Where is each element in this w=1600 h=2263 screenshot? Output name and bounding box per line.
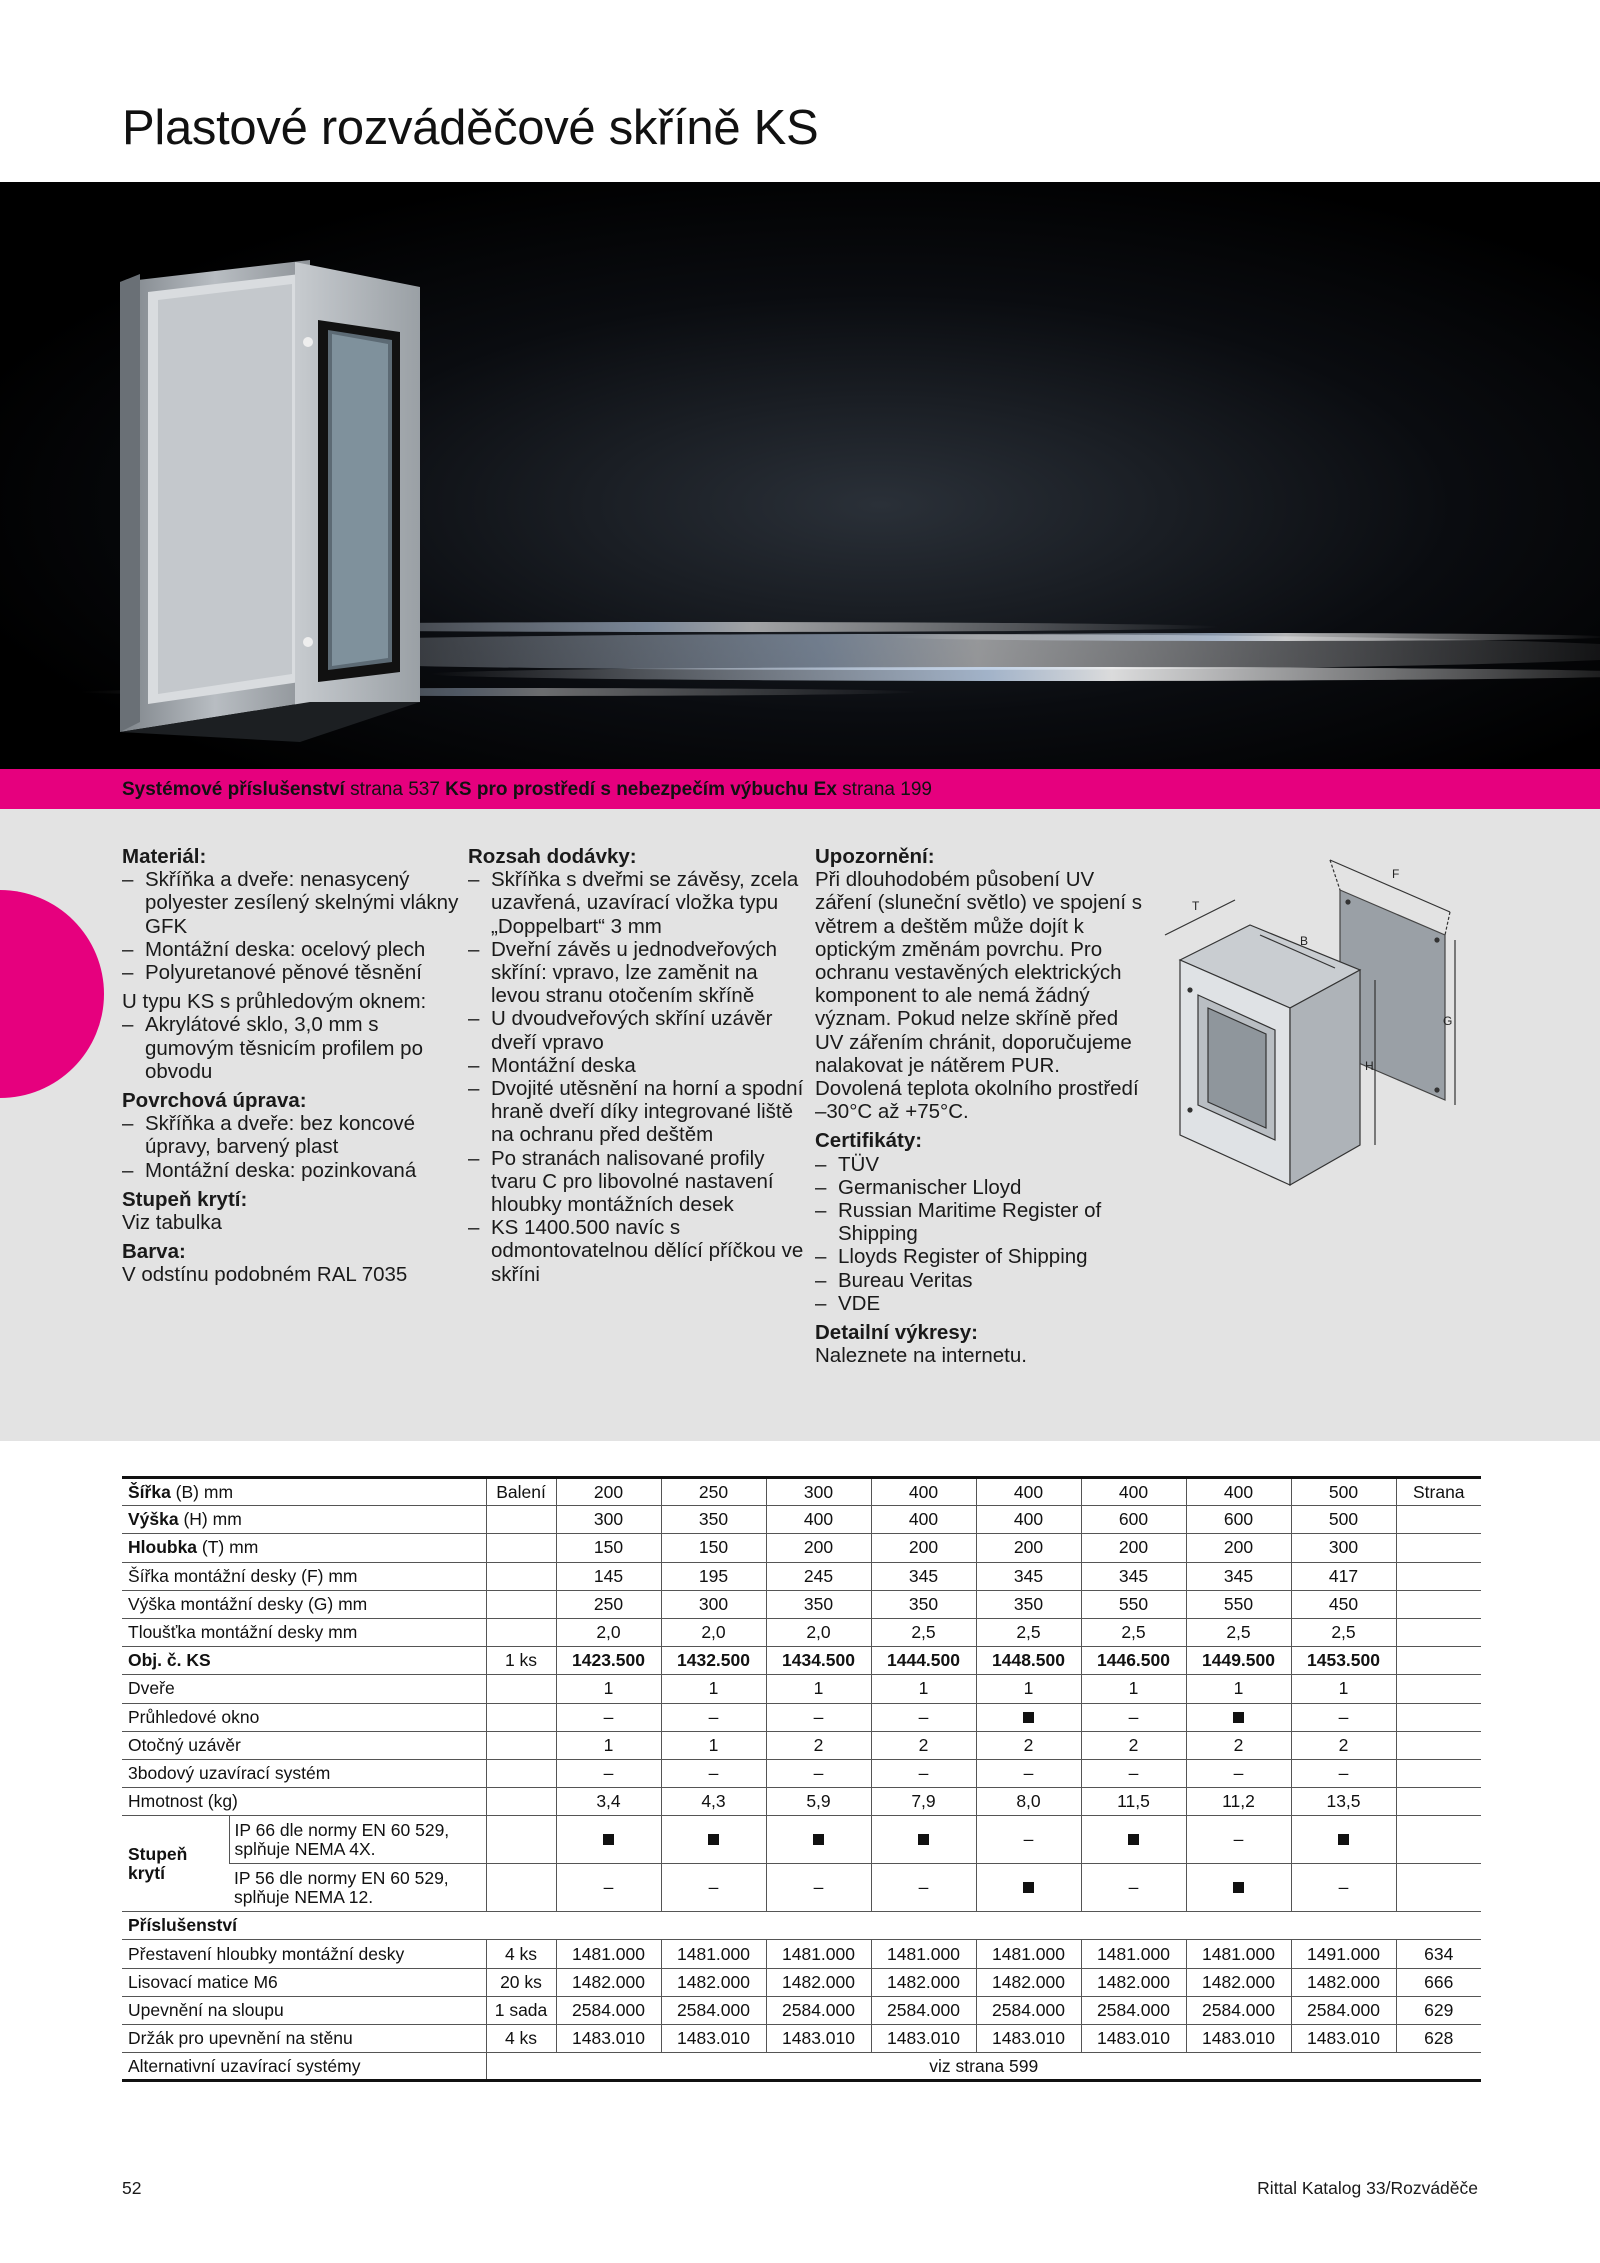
table-cell: 1481.000 (871, 1940, 976, 1968)
row-label: Hmotnost (kg) (122, 1788, 486, 1816)
scope-column (468, 845, 808, 1286)
table-cell: 1 (871, 1675, 976, 1703)
page-cell (1396, 1618, 1481, 1646)
table-cell: – (766, 1703, 871, 1731)
table-cell (1186, 1703, 1291, 1731)
list-item: – Polyuretanové pěnové těsnění (122, 961, 462, 984)
row-label (122, 1506, 486, 1534)
packaging-cell: 1 sada (486, 1996, 556, 2024)
table-cell: 1483.010 (661, 2025, 766, 2053)
table-cell: 200 (871, 1534, 976, 1562)
table-cell: 1483.010 (1186, 2025, 1291, 2053)
table-cell: 1423.500 (556, 1647, 661, 1675)
packaging-cell (486, 1703, 556, 1731)
table-cell: – (1081, 1759, 1186, 1787)
table-cell: – (556, 1703, 661, 1731)
packaging-cell (486, 1864, 556, 1912)
table-cell: 1483.010 (766, 2025, 871, 2053)
table-row (122, 1675, 1481, 1703)
window-type-text: U typu KS s průhledovým oknem: (122, 990, 427, 1014)
table-cell: 1449.500 (1186, 1647, 1291, 1675)
table-cell: 2 (871, 1731, 976, 1759)
table-cell: 400 (1186, 1478, 1291, 1506)
table-cell: 13,5 (1291, 1788, 1396, 1816)
page-header: Strana (1396, 1478, 1481, 1506)
table-row (122, 1647, 1481, 1675)
table-cell: 1444.500 (871, 1647, 976, 1675)
filled-square-icon (1338, 1834, 1349, 1845)
table-cell: 600 (1081, 1506, 1186, 1534)
page-cell (1396, 1562, 1481, 1590)
table-cell: 5,9 (766, 1788, 871, 1816)
page-cell (1396, 1731, 1481, 1759)
list-item: – Germanischer Lloyd (815, 1176, 1145, 1199)
table-cell: 2,5 (1186, 1618, 1291, 1646)
table-cell: – (766, 1759, 871, 1787)
filled-square-icon (813, 1834, 824, 1845)
filled-square-icon (918, 1834, 929, 1845)
table-cell: – (871, 1703, 976, 1731)
surface-list (122, 1112, 462, 1182)
row-label-unit: (B) mm (170, 1481, 234, 1502)
table-cell: 1481.000 (1186, 1940, 1291, 1968)
page-cell (1396, 1506, 1481, 1534)
table-cell: 2584.000 (766, 1996, 871, 2024)
table-cell: 300 (556, 1506, 661, 1534)
table-cell: 1482.000 (556, 1968, 661, 1996)
table-cell: 1482.000 (661, 1968, 766, 1996)
dim-label-f: F (1392, 867, 1400, 881)
row-label (122, 1534, 486, 1562)
table-row (122, 1864, 1481, 1912)
row-label: Alternativní uzavírací systémy (122, 2053, 486, 2081)
table-cell: 1482.000 (871, 1968, 976, 1996)
table-cell: 350 (871, 1590, 976, 1618)
packaging-cell (486, 1562, 556, 1590)
table-row (122, 2025, 1481, 2053)
table-cell: 550 (1081, 1590, 1186, 1618)
list-item: – Lloyds Register of Shipping (815, 1245, 1145, 1268)
packaging-cell (486, 1788, 556, 1816)
row-label-bold: Hloubka (128, 1537, 198, 1558)
table-cell: 345 (1186, 1562, 1291, 1590)
packaging-cell: 1 ks (486, 1647, 556, 1675)
page-cell (1396, 1759, 1481, 1787)
table-cell: 2,5 (1081, 1618, 1186, 1646)
table-cell: 1483.010 (1291, 2025, 1396, 2053)
table-cell: 2 (1186, 1731, 1291, 1759)
table-cell: 300 (766, 1478, 871, 1506)
row-label: Průhledové okno (122, 1703, 486, 1731)
table-cell: 350 (766, 1590, 871, 1618)
list-item: – U dvoudveřových skříní uzávěr dveří vpravo (468, 1007, 808, 1053)
table-cell: – (661, 1703, 766, 1731)
protection-heading: Stupeň krytí: (122, 1187, 248, 1211)
row-label-bold: Obj. č. KS (128, 1650, 211, 1671)
table-cell: 2,0 (661, 1618, 766, 1646)
page-cell: 628 (1396, 2025, 1481, 2053)
table-cell: 1 (1081, 1675, 1186, 1703)
table-cell: 1481.000 (766, 1940, 871, 1968)
dimension-diagram (1160, 840, 1460, 1200)
table-cell: 3,4 (556, 1788, 661, 1816)
row-label: Přestavení hloubky montážní desky (122, 1940, 486, 1968)
table-cell: – (871, 1759, 976, 1787)
table-cell: 7,9 (871, 1788, 976, 1816)
spec-table (122, 1476, 1481, 2082)
bar-system-accessories[interactable]: Systémové příslušenství (122, 779, 345, 800)
filled-square-icon (1128, 1834, 1139, 1845)
list-item: – VDE (815, 1292, 1145, 1315)
note-text: Při dlouhodobém působení UV záření (sluneční světlo) ve spojení s větrem a deštěm může dojít k optickým změnám povrchu. Pro ochranu vestavěných elektrických komponent to ale nemá žádný význam. Pokud nelze skříně před UV zářením chránit, doporučujeme nalakovat je nátěrem PUR. (815, 868, 1143, 1077)
table-cell: 400 (976, 1506, 1081, 1534)
page-number: 52 (122, 2178, 142, 2198)
temperature-text: Dovolená teplota okolního prostředí –30°C až +75°C. (815, 1077, 1139, 1124)
page-cell: 634 (1396, 1940, 1481, 1968)
table-cell: 2584.000 (871, 1996, 976, 2024)
protection-text: Viz tabulka (122, 1211, 222, 1235)
table-cell: 1481.000 (556, 1940, 661, 1968)
table-cell: 200 (976, 1534, 1081, 1562)
accessory-bar (0, 769, 1600, 809)
scope-heading: Rozsah dodávky: (468, 845, 637, 868)
table-cell: 345 (976, 1562, 1081, 1590)
table-cell: 1 (1291, 1675, 1396, 1703)
scope-list (468, 868, 808, 1286)
page-cell (1396, 1864, 1481, 1912)
table-row (122, 1788, 1481, 1816)
page-title: Plastové rozváděčové skříně KS (122, 101, 819, 155)
list-item: – Akrylátové sklo, 3,0 mm s gumovým těsnicím profilem po obvodu (122, 1013, 462, 1083)
table-cell (976, 1864, 1081, 1912)
packaging-header: Balení (486, 1478, 556, 1506)
table-cell: 200 (556, 1478, 661, 1506)
dim-label-h: H (1365, 1059, 1374, 1073)
table-row (122, 1816, 1481, 1864)
list-item: – Russian Maritime Register of Shipping (815, 1199, 1145, 1245)
packaging-cell (486, 1590, 556, 1618)
table-row (122, 1562, 1481, 1590)
table-cell (1291, 1816, 1396, 1864)
table-row (122, 1478, 1481, 1506)
table-cell: 2,0 (766, 1618, 871, 1646)
table-cell (976, 1703, 1081, 1731)
filled-square-icon (1233, 1712, 1244, 1723)
table-cell: 200 (1186, 1534, 1291, 1562)
table-cell: – (976, 1816, 1081, 1864)
table-cell: 345 (871, 1562, 976, 1590)
table-row (122, 1731, 1481, 1759)
table-cell: 350 (661, 1506, 766, 1534)
table-cell: 300 (661, 1590, 766, 1618)
row-label (122, 1478, 486, 1506)
table-cell: 8,0 (976, 1788, 1081, 1816)
list-item: – Skříňka s dveřmi se závěsy, zcela uzavřená, uzavírací vložka typu „Doppelbart“ 3 mm (468, 868, 808, 938)
packaging-cell (486, 1816, 556, 1864)
table-cell: 400 (871, 1478, 976, 1506)
row-label: Upevnění na sloupu (122, 1996, 486, 2024)
table-row (122, 1912, 1481, 1940)
table-cell: 1491.000 (1291, 1940, 1396, 1968)
page-cell (1396, 1647, 1481, 1675)
table-cell: 150 (556, 1534, 661, 1562)
packaging-cell (486, 1534, 556, 1562)
row-label-bold: Výška (128, 1509, 179, 1530)
row-label-unit: (T) mm (197, 1537, 259, 1558)
table-cell: 200 (1081, 1534, 1186, 1562)
table-cell: 1 (556, 1675, 661, 1703)
table-cell: 1483.010 (976, 2025, 1081, 2053)
row-label-unit: (H) mm (178, 1509, 242, 1530)
table-cell: 500 (1291, 1478, 1396, 1506)
color-heading: Barva: (122, 1240, 186, 1264)
row-label: Tloušťka montážní desky mm (122, 1618, 486, 1646)
page-cell (1396, 1675, 1481, 1703)
protection-class: IP 56 dle normy EN 60 529, splňuje NEMA 12. (229, 1864, 486, 1912)
table-cell: 2 (1081, 1731, 1186, 1759)
list-item: – Dvojité utěsnění na horní a spodní hraně dveří díky integrované liště na ochranu před deštěm (468, 1077, 808, 1147)
table-cell: 350 (976, 1590, 1081, 1618)
list-item: – Montážní deska: pozinkovaná (122, 1159, 462, 1182)
table-cell: 11,5 (1081, 1788, 1186, 1816)
table-cell: – (556, 1759, 661, 1787)
packaging-cell (486, 1731, 556, 1759)
table-row (122, 1590, 1481, 1618)
catalog-footer: Rittal Katalog 33/Rozváděče (1257, 2178, 1478, 2198)
table-cell: – (1291, 1759, 1396, 1787)
table-cell: 400 (871, 1506, 976, 1534)
page-cell: 629 (1396, 1996, 1481, 2024)
packaging-cell (486, 1675, 556, 1703)
table-cell: 2 (766, 1731, 871, 1759)
table-cell: 1483.010 (556, 2025, 661, 2053)
table-cell: 2 (1291, 1731, 1396, 1759)
table-cell: – (661, 1759, 766, 1787)
table-cell: 400 (1081, 1478, 1186, 1506)
table-cell: – (661, 1864, 766, 1912)
table-cell (661, 1816, 766, 1864)
packaging-cell: 4 ks (486, 1940, 556, 1968)
table-cell: – (1186, 1816, 1291, 1864)
dim-label-b: B (1300, 934, 1309, 948)
row-label: Lisovací matice M6 (122, 1968, 486, 1996)
table-cell: 2,5 (1291, 1618, 1396, 1646)
table-row (122, 1703, 1481, 1731)
row-label: Otočný uzávěr (122, 1731, 486, 1759)
table-cell: 1446.500 (1081, 1647, 1186, 1675)
table-cell: 1482.000 (976, 1968, 1081, 1996)
page-cell: 666 (1396, 1968, 1481, 1996)
table-cell: 2584.000 (976, 1996, 1081, 2024)
packaging-cell (486, 1506, 556, 1534)
drawings-heading: Detailní výkresy: (815, 1321, 978, 1345)
table-cell: 11,2 (1186, 1788, 1291, 1816)
protection-label: Stupeň krytí (122, 1816, 229, 1912)
table-cell: 1482.000 (766, 1968, 871, 1996)
table-cell: 1 (766, 1675, 871, 1703)
bar-ex-enclosures[interactable]: KS pro prostředí s nebezpečím výbuchu Ex (445, 779, 837, 800)
row-label: Dveře (122, 1675, 486, 1703)
bar-system-page: strana 537 (344, 779, 446, 800)
table-cell: – (1081, 1864, 1186, 1912)
drawings-text[interactable]: Naleznete na internetu. (815, 1344, 1027, 1368)
row-label: Držák pro upevnění na stěnu (122, 2025, 486, 2053)
table-cell: 1483.010 (871, 2025, 976, 2053)
table-cell: 1 (661, 1731, 766, 1759)
table-cell: – (1291, 1864, 1396, 1912)
filled-square-icon (1023, 1882, 1034, 1893)
table-cell: 2584.000 (1081, 1996, 1186, 2024)
table-cell: 1481.000 (1081, 1940, 1186, 1968)
row-label: 3bodový uzavírací systém (122, 1759, 486, 1787)
table-cell: 2584.000 (556, 1996, 661, 2024)
dim-label-t: T (1192, 899, 1200, 913)
table-cell: 450 (1291, 1590, 1396, 1618)
table-row (122, 1940, 1481, 1968)
dim-label-g: G (1443, 1014, 1453, 1028)
enclosure-image (0, 182, 1600, 769)
notes-column (815, 845, 1145, 1367)
table-cell: 150 (661, 1534, 766, 1562)
table-row (122, 1968, 1481, 1996)
material-column (122, 845, 462, 1287)
table-cell: 200 (766, 1534, 871, 1562)
table-cell: 2,5 (871, 1618, 976, 1646)
window-type-list (122, 1013, 462, 1083)
table-cell: – (766, 1864, 871, 1912)
table-row (122, 1506, 1481, 1534)
page-cell (1396, 1590, 1481, 1618)
table-row (122, 1534, 1481, 1562)
table-cell: 1 (661, 1675, 766, 1703)
table-cell: 1 (556, 1731, 661, 1759)
table-cell: 400 (976, 1478, 1081, 1506)
table-cell: 1482.000 (1186, 1968, 1291, 1996)
table-cell (1186, 1864, 1291, 1912)
packaging-cell (486, 1618, 556, 1646)
table-cell: 145 (556, 1562, 661, 1590)
material-list (122, 868, 462, 984)
filled-square-icon (1233, 1882, 1244, 1893)
page-cell (1396, 1703, 1481, 1731)
table-cell: – (871, 1864, 976, 1912)
list-item: – KS 1400.500 navíc s odmontovatelnou dělící příčkou ve skříni (468, 1216, 808, 1286)
table-cell: 250 (556, 1590, 661, 1618)
table-cell (766, 1816, 871, 1864)
table-cell: 1448.500 (976, 1647, 1081, 1675)
list-item: – Montážní deska: ocelový plech (122, 938, 462, 961)
material-heading: Materiál: (122, 845, 207, 868)
filled-square-icon (603, 1834, 614, 1845)
table-cell: 2,5 (976, 1618, 1081, 1646)
table-row (122, 1996, 1481, 2024)
row-label: Šířka montážní desky (F) mm (122, 1562, 486, 1590)
table-cell: 250 (661, 1478, 766, 1506)
row-label: Výška montážní desky (G) mm (122, 1590, 486, 1618)
table-cell: 1481.000 (661, 1940, 766, 1968)
table-cell: 1 (976, 1675, 1081, 1703)
packaging-cell: 4 ks (486, 2025, 556, 2053)
note-heading: Upozornění: (815, 845, 935, 868)
table-cell: 2584.000 (661, 1996, 766, 2024)
list-item: – Po stranách nalisované profily tvaru C pro libovolné nastavení hloubky montážních desek (468, 1147, 808, 1217)
cert-list (815, 1153, 1145, 1315)
row-label (122, 1647, 486, 1675)
table-cell: 195 (661, 1562, 766, 1590)
surface-heading: Povrchová úprava: (122, 1089, 307, 1113)
table-cell: 1481.000 (976, 1940, 1081, 1968)
product-photo (0, 182, 1600, 769)
table-cell: 1 (1186, 1675, 1291, 1703)
table-cell: 1482.000 (1081, 1968, 1186, 1996)
table-cell: 2584.000 (1291, 1996, 1396, 2024)
table-cell: 4,3 (661, 1788, 766, 1816)
table-cell: 2584.000 (1186, 1996, 1291, 2024)
alt-value: viz strana 599 (486, 2053, 1481, 2081)
color-text: V odstínu podobném RAL 7035 (122, 1263, 408, 1287)
table-cell: – (1081, 1703, 1186, 1731)
page-cell (1396, 1534, 1481, 1562)
table-cell: 417 (1291, 1562, 1396, 1590)
table-row (122, 1759, 1481, 1787)
list-item: – TÜV (815, 1153, 1145, 1176)
protection-class: IP 66 dle normy EN 60 529, splňuje NEMA 4X. (229, 1816, 486, 1864)
table-cell: 1434.500 (766, 1647, 871, 1675)
list-item: – Dveřní závěs u jednodveřových skříní: vpravo, lze zaměnit na levou stranu otočením skříně (468, 938, 808, 1008)
list-item: – Skříňka a dveře: nenasycený polyester zesílený skelnými vlákny GFK (122, 868, 462, 938)
table-cell: 2,0 (556, 1618, 661, 1646)
table-cell: 345 (1081, 1562, 1186, 1590)
table-cell: 1432.500 (661, 1647, 766, 1675)
table-row (122, 2053, 1481, 2081)
list-item: – Bureau Veritas (815, 1269, 1145, 1292)
table-cell (556, 1816, 661, 1864)
table-cell: 500 (1291, 1506, 1396, 1534)
page-cell (1396, 1788, 1481, 1816)
table-cell: – (1291, 1703, 1396, 1731)
table-cell: 2 (976, 1731, 1081, 1759)
table-cell: – (976, 1759, 1081, 1787)
table-cell: 300 (1291, 1534, 1396, 1562)
table-cell (871, 1816, 976, 1864)
table-cell: 400 (766, 1506, 871, 1534)
table-cell: – (556, 1864, 661, 1912)
list-item: – Montážní deska (468, 1054, 808, 1077)
table-cell: 245 (766, 1562, 871, 1590)
table-row (122, 1618, 1481, 1646)
row-label-bold: Šířka (128, 1481, 171, 1502)
accessories-heading: Příslušenství (122, 1912, 1481, 1940)
table-cell: 1453.500 (1291, 1647, 1396, 1675)
table-cell: 1482.000 (1291, 1968, 1396, 1996)
cert-heading: Certifikáty: (815, 1129, 923, 1153)
packaging-cell (486, 1759, 556, 1787)
table-cell: 600 (1186, 1506, 1291, 1534)
filled-square-icon (1023, 1712, 1034, 1723)
page-cell (1396, 1816, 1481, 1864)
table-cell (1081, 1816, 1186, 1864)
table-cell: 1483.010 (1081, 2025, 1186, 2053)
filled-square-icon (708, 1834, 719, 1845)
packaging-cell: 20 ks (486, 1968, 556, 1996)
table-cell: – (1186, 1759, 1291, 1787)
table-cell: 550 (1186, 1590, 1291, 1618)
bar-ex-page: strana 199 (836, 779, 932, 800)
list-item: – Skříňka a dveře: bez koncové úpravy, barvený plast (122, 1112, 462, 1158)
